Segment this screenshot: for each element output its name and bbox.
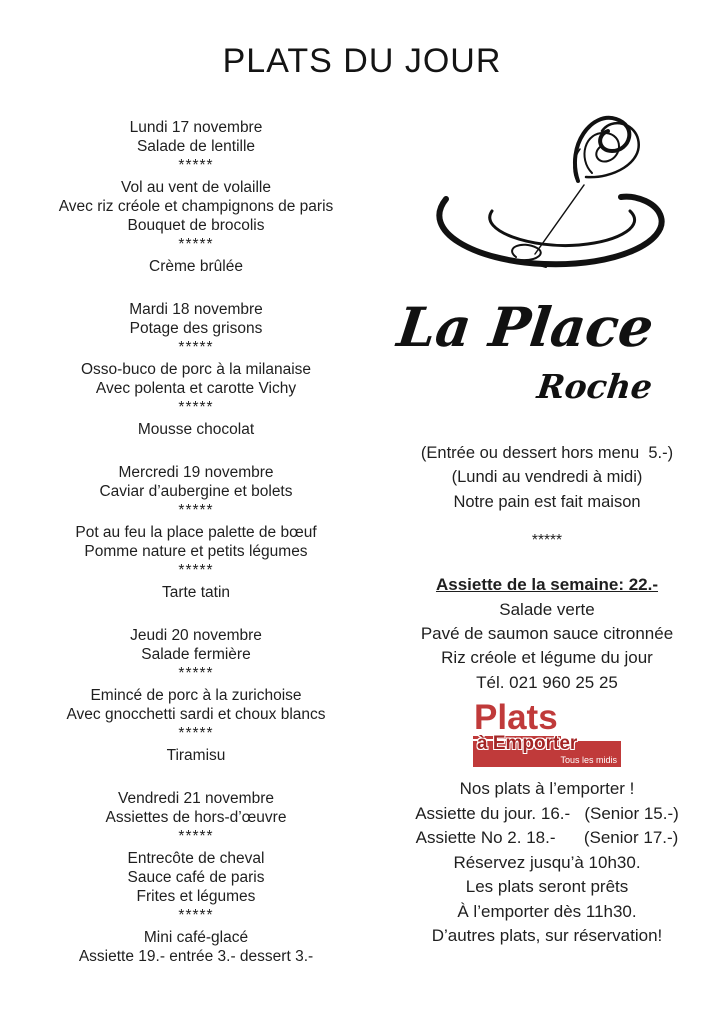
- menu-line: Crème brûlée: [149, 257, 243, 275]
- menu-line: Osso-buco de porc à la milanaise: [80, 360, 312, 378]
- takeaway-info-block: [384, 777, 710, 949]
- daily-menus-column: [28, 118, 364, 990]
- day-date: Mardi 18 novembre: [129, 300, 263, 318]
- takeaway-line: Assiette No 2. 18.- (Senior 17.-): [415, 828, 679, 848]
- stars-separator: *****: [178, 724, 214, 742]
- menu-line: Frites et légumes: [136, 887, 256, 905]
- phone-number: Tél. 021 960 25 25: [476, 672, 618, 692]
- menu-line: Mini café-glacé: [143, 928, 249, 946]
- menu-line: Emincé de porc à la zurichoise: [90, 686, 302, 704]
- weekly-special-block: [384, 575, 710, 694]
- takeaway-line: Les plats seront prêts: [465, 877, 629, 897]
- menu-line: Salade fermière: [141, 645, 251, 663]
- weekly-line: Riz créole et légume du jour: [441, 647, 653, 667]
- info-line: (Entrée ou dessert hors menu 5.-): [420, 443, 674, 462]
- day-date: Jeudi 20 novembre: [130, 626, 262, 644]
- stars-separator: *****: [178, 664, 214, 682]
- plate-swirl-logo-drawing: [416, 107, 678, 287]
- takeaway-line: D’autres plats, sur réservation!: [431, 926, 663, 946]
- menu-line: Pomme nature et petits légumes: [84, 542, 308, 560]
- stars-separator: *****: [531, 532, 563, 549]
- weekly-special-header: Assiette de la semaine: 22.-: [435, 575, 659, 594]
- takeaway-line: Assiette du jour. 16.- (Senior 15.-): [415, 803, 679, 823]
- menu-line: Tarte tatin: [161, 583, 231, 601]
- plats-a-emporter-logo: [473, 698, 621, 767]
- menu-info-block: [384, 441, 710, 553]
- stars-separator: *****: [178, 561, 214, 579]
- takeaway-line: Réservez jusqu’à 10h30.: [453, 852, 641, 872]
- stars-separator: *****: [178, 156, 214, 174]
- restaurant-info-column: [384, 106, 710, 948]
- takeaway-logo-title: Plats: [473, 703, 561, 739]
- menu-price-line: Assiette 19.- entrée 3.- dessert 3.-: [78, 947, 314, 965]
- day-date: Lundi 17 novembre: [129, 118, 263, 136]
- takeaway-line: Nos plats à l’emporter !: [459, 779, 635, 799]
- menu-line: Bouquet de brocolis: [127, 216, 265, 234]
- stars-separator: *****: [178, 338, 214, 356]
- stars-separator: *****: [178, 827, 214, 845]
- menu-line: Avec polenta et carotte Vichy: [95, 379, 297, 397]
- weekly-line: Pavé de saumon sauce citronnée: [420, 623, 674, 643]
- menu-line: Caviar d’aubergine et bolets: [99, 482, 293, 500]
- restaurant-name: La Place: [394, 295, 658, 359]
- menu-line: Salade de lentille: [136, 137, 256, 155]
- takeaway-logo-subtitle: à Emporter: [477, 732, 578, 754]
- takeaway-logo-band: [473, 732, 621, 767]
- stars-separator: *****: [178, 906, 214, 924]
- takeaway-line: À l’emporter dès 11h30.: [457, 901, 637, 921]
- menu-day-jeudi: [28, 626, 364, 765]
- menu-line: Mousse chocolat: [137, 420, 255, 438]
- day-date: Mercredi 19 novembre: [118, 463, 274, 481]
- takeaway-logo-tagline: Tous les midis: [560, 754, 617, 765]
- stars-separator: *****: [178, 235, 214, 253]
- menu-line: Entrecôte de cheval: [127, 849, 265, 867]
- stars-separator: *****: [178, 398, 214, 416]
- menu-day-vendredi: [28, 789, 364, 966]
- page-title: PLATS DU JOUR: [222, 42, 502, 80]
- info-line: (Lundi au vendredi à midi): [451, 468, 643, 486]
- weekly-line: Salade verte: [499, 599, 595, 619]
- menu-line: Avec gnocchetti sardi et choux blancs: [66, 705, 326, 723]
- day-date: Vendredi 21 novembre: [118, 789, 274, 807]
- menu-line: Tiramisu: [166, 746, 226, 764]
- menu-line: Assiettes de hors-d’œuvre: [105, 808, 287, 826]
- menu-line: Avec riz créole et champignons de paris: [58, 197, 334, 215]
- menu-day-mercredi: [28, 463, 364, 602]
- menu-line: Sauce café de paris: [127, 868, 265, 886]
- menu-line: Potage des grisons: [129, 319, 263, 337]
- plate-swirl-logo: [384, 106, 710, 288]
- info-line: Notre pain est fait maison: [453, 492, 641, 511]
- menu-day-lundi: [28, 118, 364, 276]
- restaurant-location: Roche: [535, 367, 655, 406]
- stars-separator: *****: [178, 501, 214, 519]
- menu-line: Vol au vent de volaille: [121, 178, 271, 196]
- menu-line: Pot au feu la place palette de bœuf: [75, 523, 317, 541]
- menu-day-mardi: [28, 300, 364, 439]
